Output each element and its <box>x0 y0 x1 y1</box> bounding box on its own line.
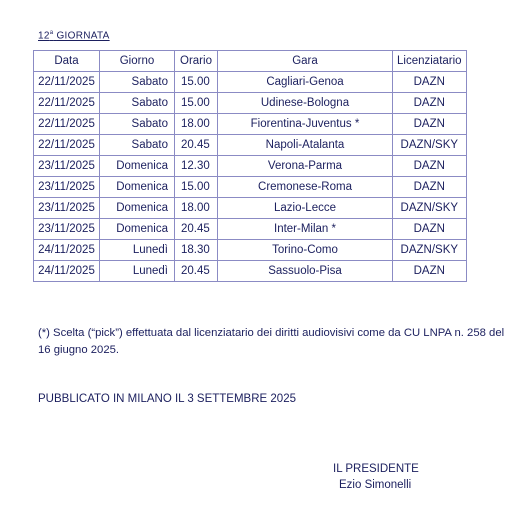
cell-date: 24/11/2025 <box>34 261 100 282</box>
cell-date: 22/11/2025 <box>34 72 100 93</box>
header-time: Orario <box>175 51 218 72</box>
cell-match: Napoli-Atalanta <box>218 135 393 156</box>
cell-time: 15.00 <box>175 93 218 114</box>
table-row <box>34 135 467 156</box>
cell-match: Cremonese-Roma <box>218 177 393 198</box>
cell-day: Sabato <box>100 135 175 156</box>
cell-day: Lunedì <box>100 240 175 261</box>
cell-date: 22/11/2025 <box>34 93 100 114</box>
cell-licensee: DAZN <box>393 219 467 240</box>
schedule-table <box>33 50 467 282</box>
cell-day: Domenica <box>100 198 175 219</box>
cell-day: Domenica <box>100 156 175 177</box>
table-row <box>34 240 467 261</box>
cell-date: 23/11/2025 <box>34 156 100 177</box>
cell-time: 20.45 <box>175 261 218 282</box>
cell-time: 20.45 <box>175 219 218 240</box>
header-licensee: Licenziatario <box>393 51 467 72</box>
cell-licensee: DAZN/SKY <box>393 240 467 261</box>
cell-date: 24/11/2025 <box>34 240 100 261</box>
cell-time: 15.00 <box>175 177 218 198</box>
cell-licensee: DAZN <box>393 72 467 93</box>
cell-time: 18.00 <box>175 114 218 135</box>
publication-line: PUBBLICATO IN MILANO IL 3 SETTEMBRE 2025 <box>38 393 296 405</box>
signature-name: Ezio Simonelli <box>339 479 412 491</box>
cell-date: 22/11/2025 <box>34 114 100 135</box>
cell-day: Domenica <box>100 177 175 198</box>
cell-time: 18.00 <box>175 198 218 219</box>
signature-title: IL PRESIDENTE <box>333 463 419 475</box>
cell-date: 23/11/2025 <box>34 198 100 219</box>
table-row <box>34 198 467 219</box>
table-row <box>34 72 467 93</box>
cell-day: Sabato <box>100 93 175 114</box>
cell-time: 15.00 <box>175 72 218 93</box>
cell-match: Fiorentina-Juventus * <box>218 114 393 135</box>
round-number: 12 <box>38 30 50 42</box>
header-date: Data <box>34 51 100 72</box>
cell-licensee: DAZN <box>393 93 467 114</box>
cell-licensee: DAZN <box>393 177 467 198</box>
cell-match: Inter-Milan * <box>218 219 393 240</box>
cell-date: 23/11/2025 <box>34 219 100 240</box>
cell-day: Sabato <box>100 72 175 93</box>
cell-licensee: DAZN <box>393 156 467 177</box>
cell-date: 23/11/2025 <box>34 177 100 198</box>
cell-match: Verona-Parma <box>218 156 393 177</box>
cell-match: Udinese-Bologna <box>218 93 393 114</box>
round-label: GIORNATA <box>56 30 110 42</box>
table-row <box>34 219 467 240</box>
cell-licensee: DAZN <box>393 261 467 282</box>
cell-match: Torino-Como <box>218 240 393 261</box>
cell-time: 20.45 <box>175 135 218 156</box>
table-body <box>34 72 467 282</box>
cell-time: 18.30 <box>175 240 218 261</box>
round-ordinal: a <box>49 30 54 36</box>
table-row <box>34 177 467 198</box>
cell-match: Lazio-Lecce <box>218 198 393 219</box>
cell-day: Sabato <box>100 114 175 135</box>
cell-licensee: DAZN/SKY <box>393 198 467 219</box>
cell-date: 22/11/2025 <box>34 135 100 156</box>
cell-day: Domenica <box>100 219 175 240</box>
table-header-row <box>34 51 467 72</box>
table-row <box>34 114 467 135</box>
header-day: Giorno <box>100 51 175 72</box>
cell-day: Lunedì <box>100 261 175 282</box>
cell-licensee: DAZN <box>393 114 467 135</box>
cell-match: Cagliari-Genoa <box>218 72 393 93</box>
footnote: (*) Scelta (“pick”) effettuata dal licenziatario dei diritti audiovisivi come da CU LNPA n. 258 del 16 giugno 2025. <box>38 327 505 356</box>
cell-match: Sassuolo-Pisa <box>218 261 393 282</box>
signature-block <box>333 461 419 493</box>
table-row <box>34 261 467 282</box>
cell-time: 12.30 <box>175 156 218 177</box>
table-row <box>34 156 467 177</box>
header-match: Gara <box>218 51 393 72</box>
cell-licensee: DAZN/SKY <box>393 135 467 156</box>
table-row <box>34 93 467 114</box>
round-heading <box>38 30 110 41</box>
